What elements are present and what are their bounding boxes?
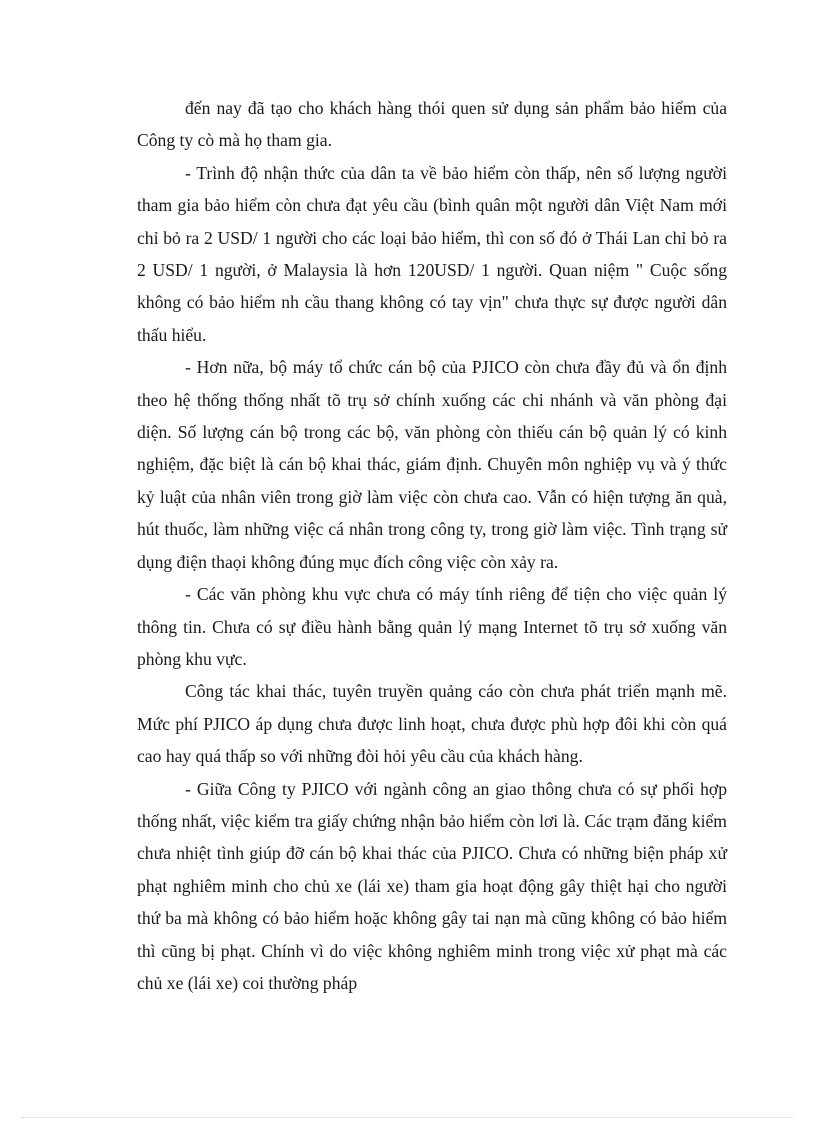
body-text bbox=[137, 92, 727, 999]
paragraph-marketing: Công tác khai thác, tuyên truyền quảng cáo còn chưa phát triển mạnh mẽ. Mức phí PJICO áp dụng chưa được linh hoạt, chưa được phù hợp đôi khi còn quá cao hay quá thấp so với những đòi hỏi yêu cầu của khách hàng. bbox=[137, 681, 727, 767]
page-bottom-divider bbox=[22, 1117, 794, 1118]
paragraph-organization: - Hơn nữa, bộ máy tổ chức cán bộ của PJICO còn chưa đầy đủ và ổn định theo hệ thống thống nhất tõ trụ sở chính xuống các chi nhánh và văn phòng đại diện. Số lượng cán bộ trong các bộ, văn phòng còn thiếu cán bộ quản lý có kinh nghiệm, đặc biệt là cán bộ khai thác, giám định. Chuyên môn nghiệp vụ và ý thức kỷ luật của nhân viên trong giờ làm việc còn chưa cao. Vẫn có hiện tượng ăn quà, hút thuốc, làm những việc cá nhân trong công ty, trong giờ làm việc. Tình trạng sử dụng điện thaọi không đúng mục đích công việc còn xảy ra. bbox=[137, 357, 727, 572]
paragraph-awareness: - Trình độ nhận thức của dân ta về bảo hiểm còn thấp, nên số lượng người tham gia bảo hiểm còn chưa đạt yêu cầu (bình quân một người dân Việt Nam mới chỉ bỏ ra 2 USD/ 1 người cho các loại bảo hiểm, thì con số đó ở Thái Lan chỉ bỏ ra 2 USD/ 1 người, ở Malaysia là hơn 120USD/ 1 người. Quan niệm " Cuộc sống không có bảo hiểm nh cầu thang không có tay vịn" chưa thực sự được người dân thấu hiểu. bbox=[137, 162, 727, 345]
paragraph-traffic-police: - Giữa Công ty PJICO với ngành công an giao thông chưa có sự phối hợp thống nhất, việc kiểm tra giấy chứng nhận bảo hiểm còn lơi là. Các trạm đăng kiểm chưa nhiệt tình giúp đỡ cán bộ khai thác của PJICO. Chưa có những biện pháp xử phạt nghiêm minh cho chủ xe (lái xe) tham gia hoạt động gây thiệt hại cho người thứ ba mà không có bảo hiểm hoặc không gây tai nạn mà cũng không có bảo hiểm thì cũng bị phạt. Chính vì do việc không nghiêm minh trong việc xử phạt mà các chủ xe (lái xe) coi thường pháp bbox=[137, 778, 727, 993]
paragraph-regional-offices: - Các văn phòng khu vực chưa có máy tính riêng để tiện cho việc quản lý thông tin. Chưa có sự điều hành bằng quản lý mạng Internet tõ trụ sở xuống văn phòng khu vực. bbox=[137, 584, 727, 669]
paragraph-intro-continuation: đến nay đã tạo cho khách hàng thói quen sử dụng sản phẩm bảo hiểm của Công ty cò mà họ tham gia. bbox=[137, 98, 727, 151]
